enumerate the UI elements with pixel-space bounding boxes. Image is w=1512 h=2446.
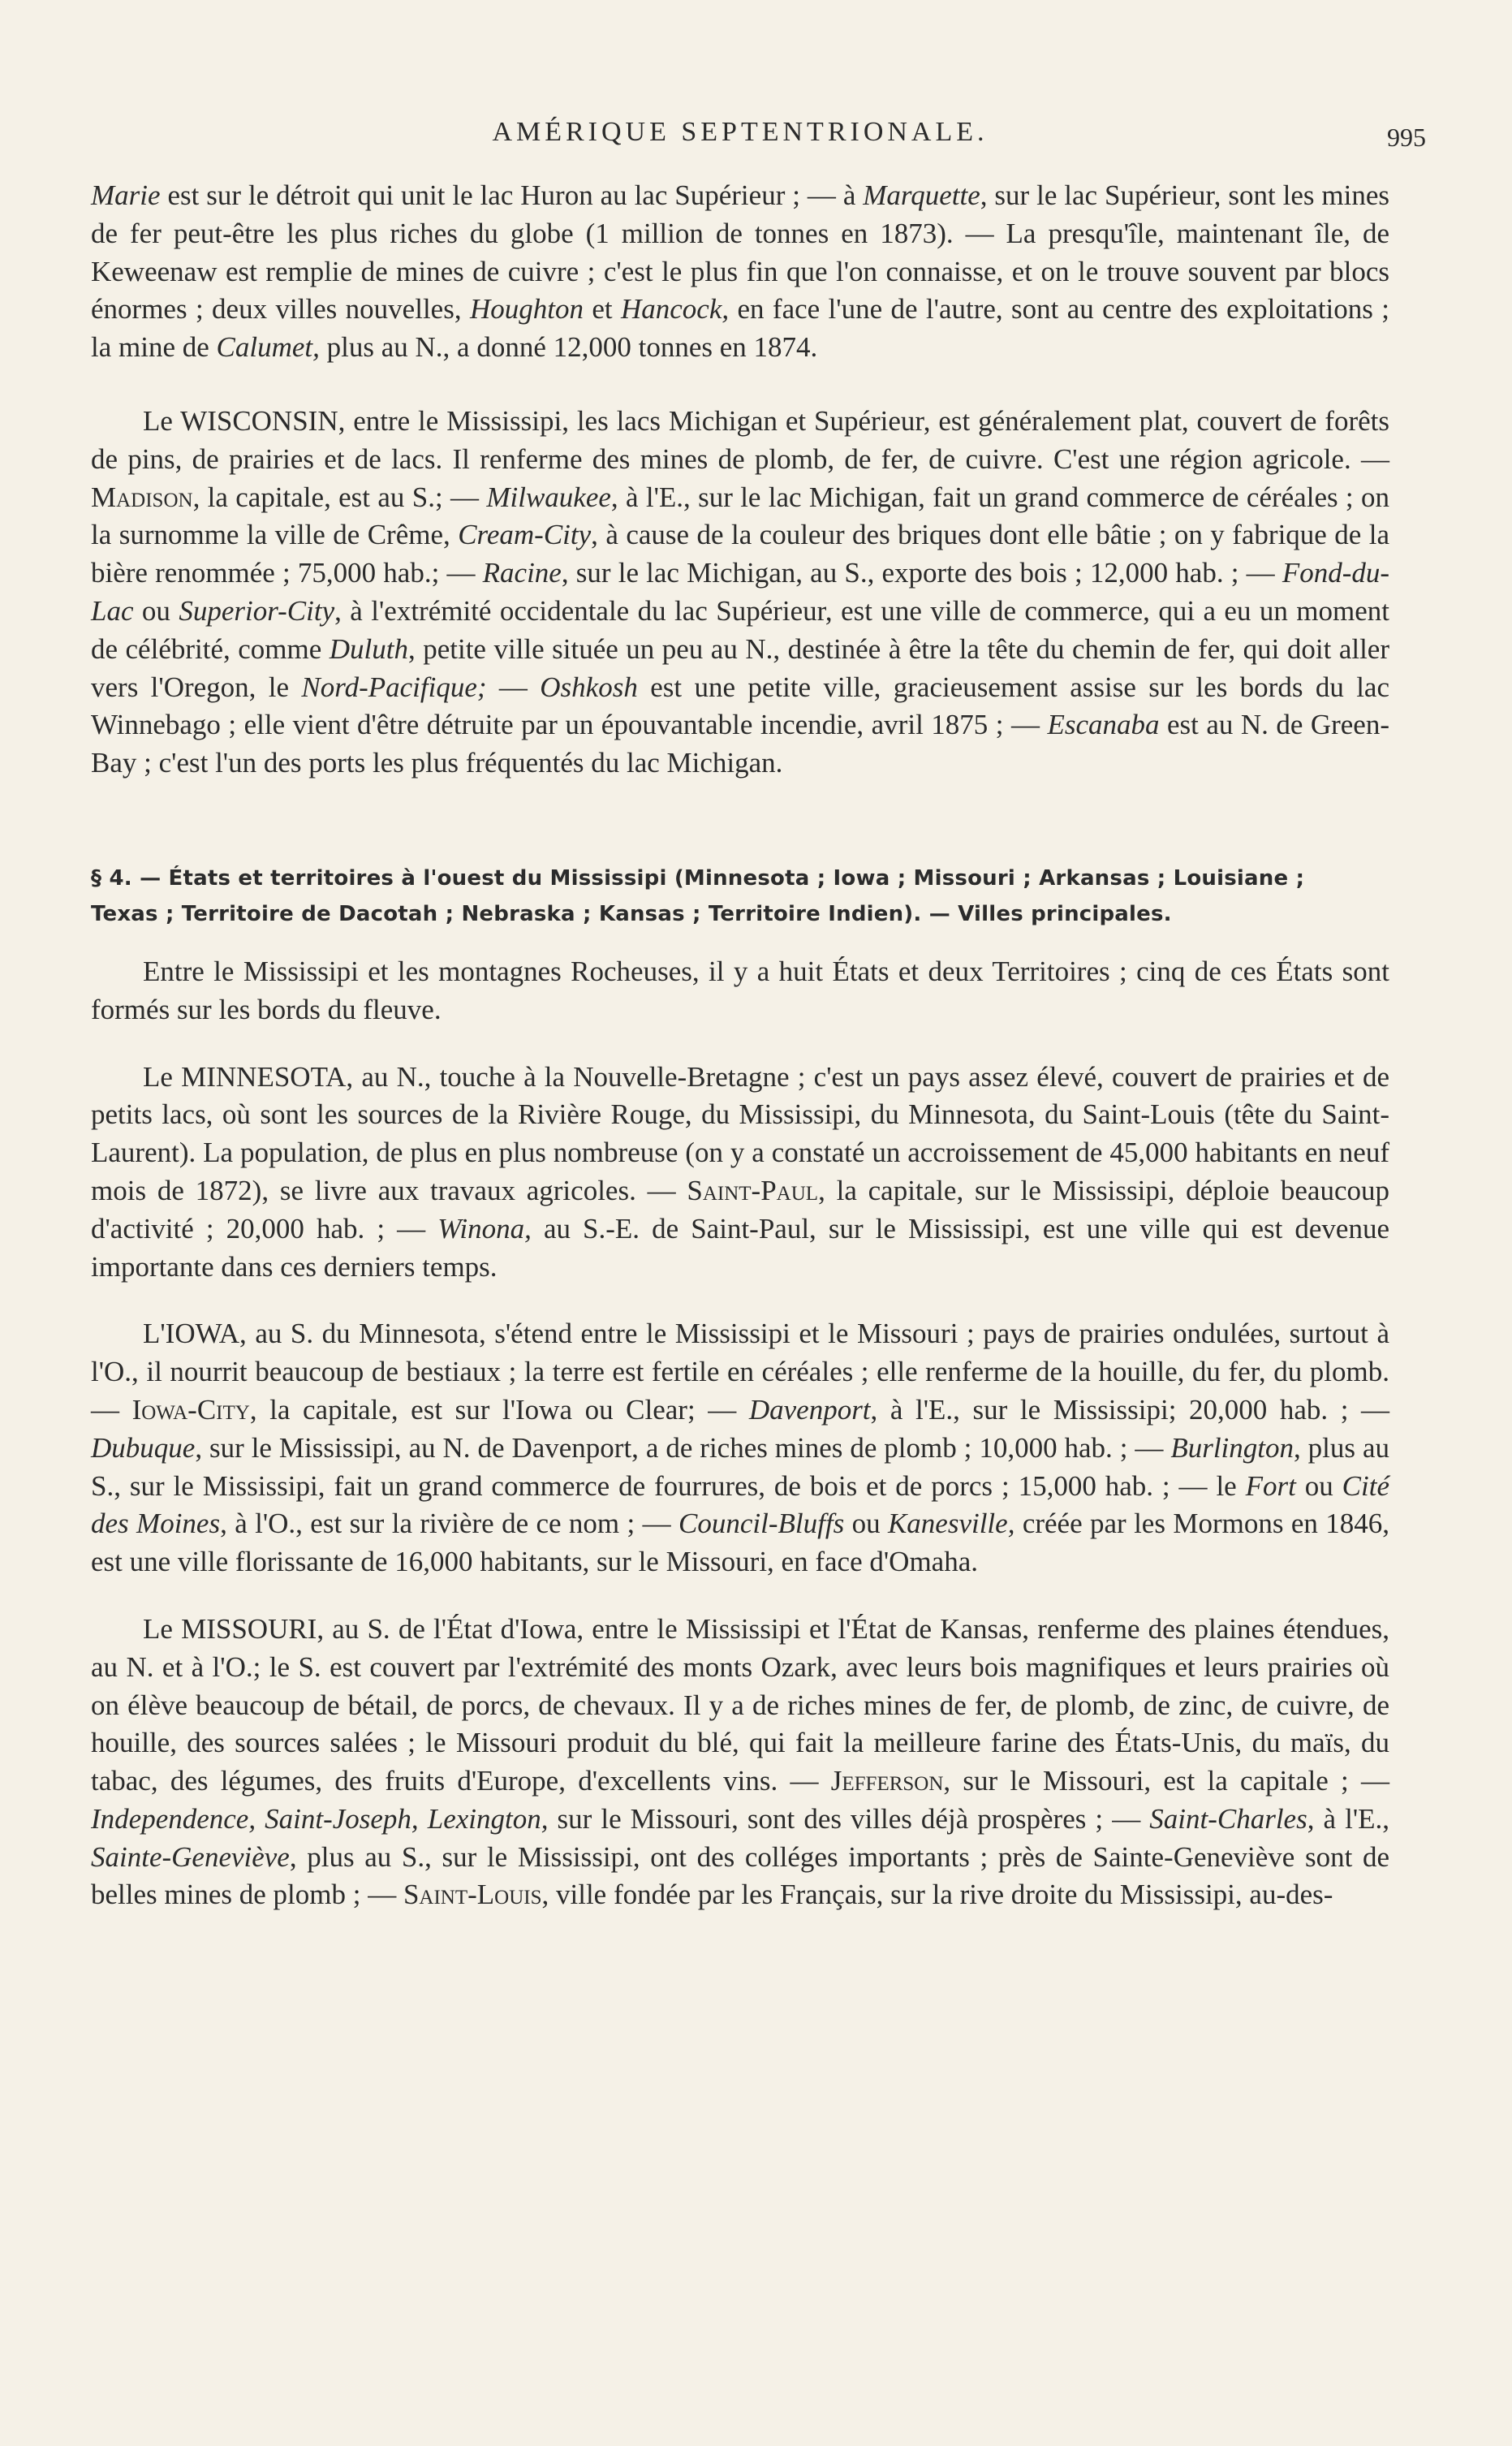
paragraph-wisconsin: Le WISCONSIN, entre le Mississipi, les lacs Michigan et Supérieur, est généralement plat, couvert de forêts de pins, de prairies et de lacs. Il renferme des mines de plomb, de fer, de cuivre. C'est une région agricole. — Madison, la capitale, est au S.; — Milwaukee, à l'E., sur le lac Michigan, fait un grand commerce de céréales ; on la surnomme la ville de Crême, Cream-City, à cause de la couleur des briques dont elle bâtie ; on y fabrique de la bière renommée ; 75,000 hab.; — Racine, sur le lac Michigan, au S., exporte des bois ; 12,000 hab. ; — Fond-du-Lac ou Superior-City, à l'extrémité occidentale du lac Supérieur, est une ville de commerce, qui a eu un moment de célébrité, comme Duluth, petite ville située un peu au N., destinée à être la tête du chemin de fer, qui doit aller vers l'Oregon, le Nord-Pacifique; — Oshkosh est une petite ville, gracieusement assise sur les bords du lac Winnebago ; elle vient d'être détruite par un épouvantable incendie, avril 1875 ; — Escanaba est au N. de Green-Bay ; c'est l'un des ports les plus fréquentés du lac Michigan. bbox=[91, 404, 1390, 779]
page bbox=[91, 114, 1426, 1914]
header-title: AMÉRIQUE SEPTENTRIONALE. bbox=[492, 117, 989, 147]
paragraph-michigan-mines: Marie est sur le détroit qui unit le lac Huron au lac Supérieur ; — à Marquette, sur le lac Supérieur, sont les mines de fer peut-être les plus riches du globe (1 million de tonnes en 1873). — La presqu'île, maintenant île, de Keweenaw est remplie de mines de cuivre ; c'est le plus fin que l'on connaisse, et on le trouve souvent par blocs énormes ; deux villes nouvelles, Houghton et Hancock, en face l'une de l'autre, sont au centre des exploitations ; la mine de Calumet, plus au N., a donné 12,000 tonnes en 1874. bbox=[91, 179, 1389, 364]
paragraph-intro-states: Entre le Mississipi et les montagnes Rocheuses, il y a huit États et deux Territoires ; cinq de ces États sont formés sur les bords du fleuve. bbox=[91, 955, 1389, 1025]
section-heading-line-1: § 4. — États et territoires à l'ouest du Mississipi (Minnesota ; Iowa ; Missouri ; Arkansas ; Louisiane ; bbox=[91, 865, 1305, 891]
section-heading bbox=[91, 861, 1389, 932]
running-header bbox=[91, 114, 1426, 162]
paragraph-iowa: L'IOWA, au S. du Minnesota, s'étend entre le Mississipi et le Missouri ; pays de prairies ondulées, surtout à l'O., il nourrit beaucoup de bestiaux ; la terre est fertile en céréales ; elle renferme de la houille, du fer, du plomb. — Iowa-City, la capitale, est sur l'Iowa ou Clear; — Davenport, à l'E., sur le Mississipi; 20,000 hab. ; — Dubuque, sur le Mississipi, au N. de Davenport, a de riches mines de plomb ; 10,000 hab. ; — Burlington, plus au S., sur le Mississipi, fait un grand commerce de fourrures, de bois et de porcs ; 15,000 hab. ; — le Fort ou Cité des Moines, à l'O., est sur la rivière de ce nom ; — Council-Bluffs ou Kanesville, créée par les Mormons en 1846, est une ville florissante de 16,000 habitants, sur le Missouri, en face d'Omaha. bbox=[91, 1318, 1390, 1578]
paragraph-minnesota: Le MINNESOTA, au N., touche à la Nouvelle-Bretagne ; c'est un pays assez élevé, couvert de prairies et de petits lacs, où sont les sources de la Rivière Rouge, du Mississipi, du Minnesota, du Saint-Louis (tête du Saint-Laurent). La population, de plus en plus nombreuse (on y a constaté un accroissement de 45,000 habitants en neuf mois de 1872), se livre aux travaux agricoles. — Saint-Paul, la capitale, sur le Mississipi, déploie beaucoup d'activité ; 20,000 hab. ; — Winona, au S.-E. de Saint-Paul, sur le Mississipi, est une ville qui est devenue importante dans ces derniers temps. bbox=[91, 1060, 1389, 1283]
paragraph-missouri: Le MISSOURI, au S. de l'État d'Iowa, entre le Mississipi et l'État de Kansas, renferme des plaines étendues, au N. et à l'O.; le S. est couvert par l'extrémité des monts Ozark, avec leurs bois magnifiques et leurs prairies où on élève beaucoup de bétail, de porcs, de chevaux. Il y a de riches mines de fer, de plomb, de zinc, de cuivre, de houille, des sources salées ; le Missouri produit du blé, qui fait la meilleure farine des États-Unis, du maïs, du tabac, des légumes, des fruits d'Europe, d'excellents vins. — Jefferson, sur le Missouri, est la capitale ; — Independence, Saint-Joseph, Lexington, sur le Missouri, sont des villes déjà prospères ; — Saint-Charles, à l'E., Sainte-Geneviève, plus au S., sur le Mississipi, ont des colléges importants ; près de Sainte-Geneviève sont de belles mines de plomb ; — Saint-Louis, ville fondée par les Français, sur la rive droite du Mississipi, au-des- bbox=[91, 1612, 1389, 1911]
page-number: 995 bbox=[1387, 123, 1426, 152]
section-heading-line-2: Texas ; Territoire de Dacotah ; Nebraska ; Kansas ; Territoire Indien). — Villes principales. bbox=[91, 901, 1172, 926]
